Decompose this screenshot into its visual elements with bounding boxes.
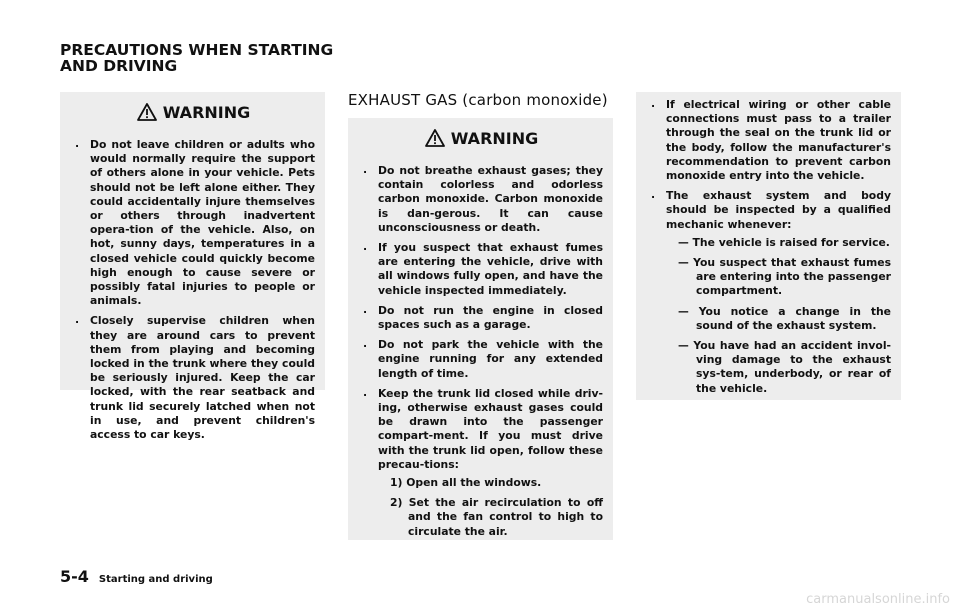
list-item-text: Keep the trunk lid closed while driv-ing, otherwise exhaust gases could be drawn into the passenger compart-ment. If you must drive with the trunk lid open, follow these precau-tions: — [378, 386, 603, 471]
warning-triangle-icon — [425, 129, 445, 147]
warning-label: WARNING — [450, 128, 539, 148]
page-footer — [60, 567, 213, 586]
step-item: 2) Set the air recirculation to off and the fan control to high to circulate the air. — [390, 496, 603, 538]
steps-list — [378, 476, 603, 539]
exhaust-gas-heading: EXHAUST GAS (carbon monoxide) — [348, 91, 608, 109]
warning-box-exhaust — [348, 118, 613, 540]
section-title — [60, 42, 333, 74]
warning-list — [648, 98, 891, 396]
list-item-text: The exhaust system and body should be inspected by a qualified mechanic whenever: — [666, 189, 891, 231]
warning-heading — [72, 92, 315, 132]
list-item: . If you suspect that exhaust fumes are entering the vehicle, drive with all windows fully open, and have the vehicle inspected immediately. — [360, 241, 603, 298]
list-item — [360, 387, 603, 539]
list-item: . Closely supervise children when they are around cars to prevent them from playing and becoming locked in the trunk where they could be seriously injured. Keep the car locked, with the rear seatback and trunk lid securely latched when not in use, and prevent children's access to car keys. — [72, 314, 315, 442]
warning-label: WARNING — [162, 102, 251, 122]
dash-item: — You have had an accident invol-ving damage to the exhaust sys-tem, underbody, or rear of the vehicle. — [678, 339, 891, 395]
step-item: 1) Open all the windows. — [390, 476, 542, 490]
warning-heading — [360, 118, 603, 158]
list-item — [648, 189, 891, 396]
list-item: . Do not run the engine in closed spaces such as a garage. — [360, 304, 603, 332]
dash-item: — The vehicle is raised for service. — [678, 235, 890, 249]
section-title-line1: PRECAUTIONS WHEN STARTING — [60, 41, 334, 59]
dash-item: — You notice a change in the sound of the exhaust system. — [678, 304, 891, 332]
warning-list — [72, 138, 315, 442]
watermark: carmanualsonline.info — [806, 592, 950, 607]
warning-box-exhaust-continued — [636, 92, 901, 400]
list-item: . Do not leave children or adults who would normally require the support of others alone in your vehicle. Pets should not be left alone either. They could accidentally injure themselves or others through inadvertent opera-tion of the vehicle. Also, on hot, sunny days, temperatures in a closed vehicle could quickly become high enough to cause severe or possibly fatal injuries to people or animals. — [72, 138, 315, 308]
dash-item: — You suspect that exhaust fumes are entering into the passenger compartment. — [678, 256, 891, 298]
chapter-label: Starting and driving — [98, 574, 213, 585]
dash-list — [666, 236, 891, 396]
section-title-line2: AND DRIVING — [60, 57, 178, 75]
warning-list — [360, 164, 603, 539]
warning-triangle-icon — [137, 103, 157, 121]
list-item: . Do not breathe exhaust gases; they contain colorless and odorless carbon monoxide. Carbon monoxide is dan-gerous. It can cause unconsciousness or death. — [360, 164, 603, 235]
list-item: . Do not park the vehicle with the engine running for any extended length of time. — [360, 338, 603, 381]
list-item: . If electrical wiring or other cable connections must pass to a trailer through the seal on the trunk lid or the body, follow the manufacturer's recommendation to prevent carbon monoxide entry into the vehicle. — [648, 98, 891, 183]
warning-box-children — [60, 92, 325, 442]
page-number: 5-4 — [60, 567, 89, 586]
